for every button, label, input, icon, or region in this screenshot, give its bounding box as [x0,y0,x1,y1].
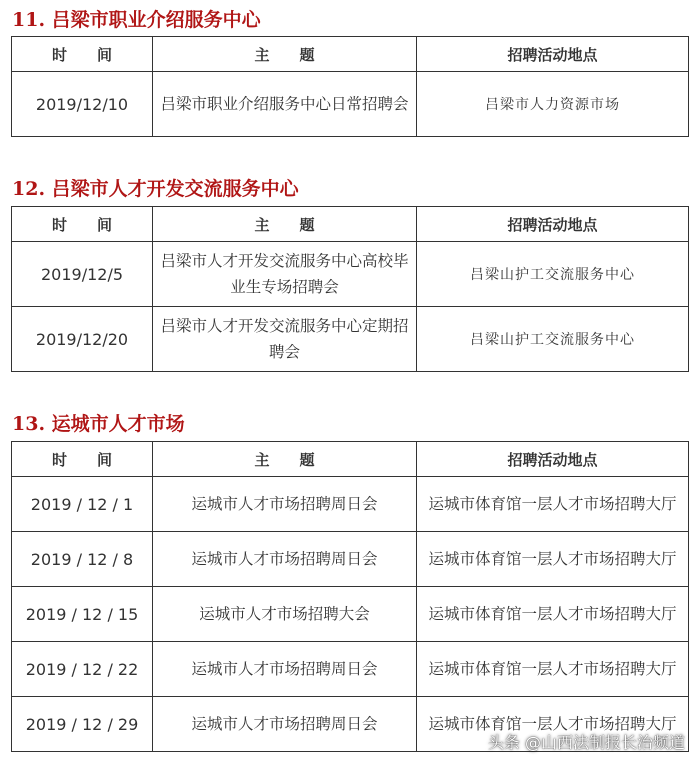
section-title-12: 12. 吕梁市人才开发交流服务中心 [12,178,299,200]
row-date: 2019 / 12 / 8 [12,532,153,587]
table-header-row [12,442,689,477]
header-location: 招聘活动地点 [417,37,689,72]
row-topic: 运城市人才市场招聘周日会 [153,697,417,752]
header-location: 招聘活动地点 [417,442,689,477]
table-header-row [12,207,689,242]
table-11 [11,36,689,137]
row-topic: 吕梁市人才开发交流服务中心高校毕业生专场招聘会 [153,242,417,307]
table-row [12,587,689,642]
row-location: 运城市体育馆一层人才市场招聘大厅 [417,477,689,532]
row-topic: 吕梁市人才开发交流服务中心定期招聘会 [153,307,417,372]
header-topic: 主 题 [153,207,417,242]
row-location: 运城市体育馆一层人才市场招聘大厅 [417,697,689,752]
section-title-13: 13. 运城市人才市场 [12,413,185,435]
row-location: 运城市体育馆一层人才市场招聘大厅 [417,642,689,697]
row-location: 吕梁山护工交流服务中心 [417,242,689,307]
row-date: 2019/12/5 [12,242,153,307]
row-date: 2019 / 12 / 1 [12,477,153,532]
row-location: 运城市体育馆一层人才市场招聘大厅 [417,587,689,642]
row-date: 2019 / 12 / 15 [12,587,153,642]
row-topic: 运城市人才市场招聘周日会 [153,477,417,532]
section-title-11: 11. 吕梁市职业介绍服务中心 [12,9,261,31]
row-topic: 运城市人才市场招聘大会 [153,587,417,642]
header-topic: 主 题 [153,37,417,72]
header-time: 时 间 [12,442,153,477]
table-13 [11,441,689,752]
row-topic: 运城市人才市场招聘周日会 [153,532,417,587]
header-time: 时 间 [12,207,153,242]
table-row [12,532,689,587]
row-location: 吕梁山护工交流服务中心 [417,307,689,372]
header-location: 招聘活动地点 [417,207,689,242]
row-location: 吕梁市人力资源市场 [417,72,689,137]
table-row [12,242,689,307]
row-topic: 吕梁市职业介绍服务中心日常招聘会 [153,72,417,137]
table-row [12,72,689,137]
table-row [12,642,689,697]
table-12 [11,206,689,372]
row-date: 2019/12/10 [12,72,153,137]
row-date: 2019 / 12 / 22 [12,642,153,697]
table-header-row [12,37,689,72]
header-topic: 主 题 [153,442,417,477]
header-time: 时 间 [12,37,153,72]
table-row [12,477,689,532]
row-topic: 运城市人才市场招聘周日会 [153,642,417,697]
row-date: 2019 / 12 / 29 [12,697,153,752]
row-location: 运城市体育馆一层人才市场招聘大厅 [417,532,689,587]
watermark: 头条 @山西法制报长治频道 [487,733,685,752]
row-date: 2019/12/20 [12,307,153,372]
table-row [12,307,689,372]
